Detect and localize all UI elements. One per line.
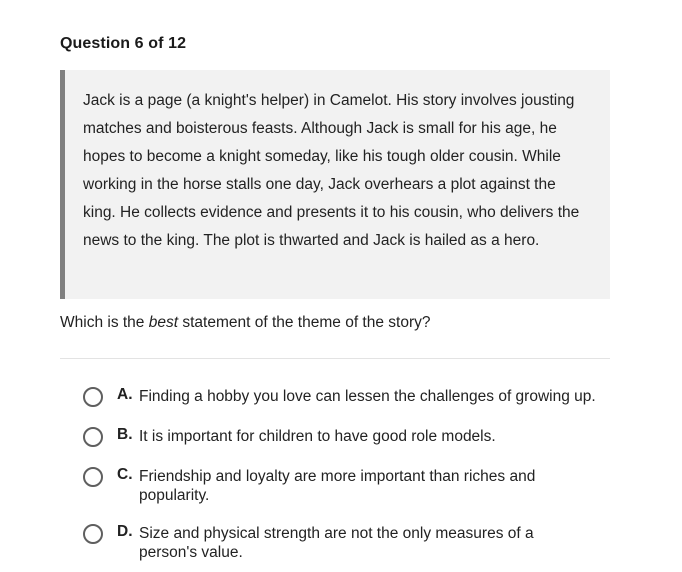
question-counter: Question 6 of 12 xyxy=(60,35,187,52)
radio-button-d[interactable] xyxy=(83,524,103,544)
option-letter-b: B. xyxy=(117,426,133,443)
prompt-text-start: Which is the xyxy=(60,314,149,331)
prompt-text-end: statement of the theme of the story? xyxy=(178,314,431,331)
divider xyxy=(60,358,610,359)
answer-option-d[interactable] xyxy=(83,523,613,562)
radio-button-b[interactable] xyxy=(83,427,103,447)
radio-button-c[interactable] xyxy=(83,467,103,487)
prompt-emphasis: best xyxy=(148,314,179,331)
option-letter-a: A. xyxy=(117,386,133,403)
answer-option-b[interactable] xyxy=(83,426,613,447)
option-text-d: Size and physical strength are not the only measures of a person's value. xyxy=(139,525,534,561)
answer-option-a[interactable] xyxy=(83,386,613,407)
option-text-c: Friendship and loyalty are more important than riches and popularity. xyxy=(139,468,536,504)
question-prompt xyxy=(60,314,431,332)
passage-box xyxy=(60,70,610,299)
answer-option-c[interactable] xyxy=(83,466,613,505)
option-text-a: Finding a hobby you love can lessen the challenges of growing up. xyxy=(139,388,596,405)
option-letter-c: C. xyxy=(117,466,133,483)
radio-button-a[interactable] xyxy=(83,387,103,407)
option-letter-d: D. xyxy=(117,523,133,540)
option-text-b: It is important for children to have good role models. xyxy=(139,428,496,445)
passage-text: Jack is a page (a knight's helper) in Camelot. His story involves jousting matches and boisterous feasts. Although Jack is small for his age, he hopes to become a knight someday, like his tough older cousin. While working in the horse stalls one day, Jack overhears a plot against the king. He collects evidence and presents it to his cousin, who delivers the news to the king. The plot is thwarted and Jack is hailed as a hero. xyxy=(83,92,580,249)
